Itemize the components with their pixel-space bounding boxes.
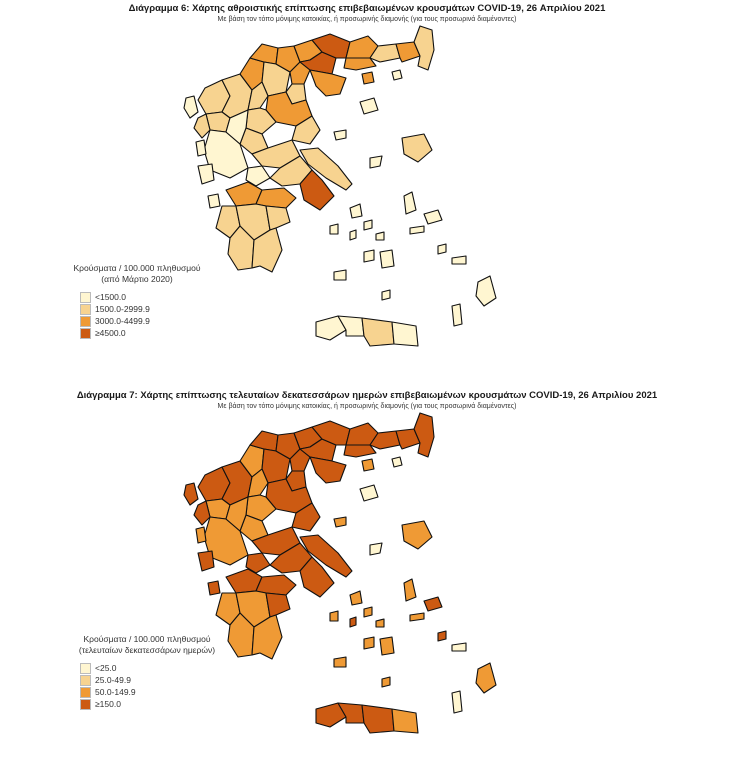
map2-legend-label: <25.0: [95, 663, 117, 673]
map2-legend-swatch: [80, 675, 91, 686]
region-karpathos: [452, 304, 462, 326]
map2-legend-label: ≥150.0: [95, 699, 121, 709]
region-ikaria: [410, 613, 424, 621]
region-argolida: [266, 593, 290, 617]
region-paros: [364, 250, 374, 262]
region-ikaria: [410, 226, 424, 234]
region-kea: [330, 224, 338, 234]
map1-legend-item: [80, 303, 222, 315]
map1-legend-swatch: [80, 292, 91, 303]
map1-legend-item: [80, 315, 222, 327]
map1-subtitle: Με βάση τον τόπο μόνιμης κατοικίας, ή προσωρινής διαμονής (για τους προσωρινά διαμένοντες): [217, 16, 517, 23]
region-chios: [404, 192, 416, 214]
region-zakynthos: [208, 194, 220, 208]
region-naxos: [380, 250, 394, 268]
map2-legend: [52, 634, 242, 710]
region-thasos: [362, 72, 374, 84]
region-syros: [350, 230, 356, 240]
region-milos: [334, 657, 346, 667]
region-samos: [424, 597, 442, 611]
region-karpathos: [452, 691, 462, 713]
region-milos: [334, 270, 346, 280]
region-evros: [414, 413, 434, 457]
map2-legend-label: 25.0-49.9: [95, 675, 131, 685]
map1-legend-item: [80, 327, 222, 339]
region-sporades: [334, 130, 346, 140]
region-kalymnos: [438, 631, 446, 641]
map2-subtitle: Με βάση τον τόπο μόνιμης κατοικίας, ή προσωρινής διαμονής (για τους προσωρινά διαμένοντες): [217, 403, 517, 410]
map2-legend-swatch: [80, 699, 91, 710]
region-rodos: [476, 276, 496, 306]
map1-legend-subtitle: (από Μάρτιο 2020): [101, 274, 173, 284]
region-lasithi: [392, 322, 418, 346]
region-kea: [330, 611, 338, 621]
region-rodos: [476, 663, 496, 693]
region-sporades: [334, 517, 346, 527]
region-naxos: [380, 637, 394, 655]
region-syros: [350, 617, 356, 627]
map2-legend-item: [80, 674, 242, 686]
region-kefallinia: [198, 164, 214, 184]
region-kos: [452, 256, 466, 264]
region-andros: [350, 591, 362, 605]
region-tinos: [364, 607, 372, 617]
region-kos: [452, 643, 466, 651]
map2-legend-label: 50.0-149.9: [95, 687, 136, 697]
region-mykonos: [376, 619, 384, 627]
map1-legend-swatch: [80, 304, 91, 315]
region-kavala: [344, 58, 376, 70]
map1-legend-label: <1500.0: [95, 292, 126, 302]
region-lefkada: [196, 527, 206, 543]
region-chalkidiki: [310, 70, 346, 96]
region-santorini: [382, 677, 390, 687]
region-irakleio: [362, 318, 394, 346]
map2-legend-subtitle: (τελευταίων δεκατεσσάρων ημερών): [78, 645, 216, 655]
region-samothraki: [392, 70, 402, 80]
region-lesvos: [402, 134, 432, 162]
region-chalkidiki: [310, 457, 346, 483]
map2-legend-item: [80, 698, 242, 710]
map2-title: Διάγραμμα 7: Χάρτης επίπτωσης τελευταίων δεκατεσσάρων ημερών επιβεβαιωμένων κρουσμάτων COVID-19, 26 Απριλίου 2021: [76, 390, 658, 401]
region-kalymnos: [438, 244, 446, 254]
region-limnos: [360, 98, 378, 114]
map2-legend-item: [80, 662, 242, 674]
region-skyros: [370, 543, 382, 555]
map1-legend-label: 3000.0-4499.9: [95, 316, 150, 326]
region-chios: [404, 579, 416, 601]
region-kavala: [344, 445, 376, 457]
region-thasos: [362, 459, 374, 471]
map1-legend-label: 1500.0-2999.9: [95, 304, 150, 314]
map1-legend-item: [80, 291, 222, 303]
region-zakynthos: [208, 581, 220, 595]
region-skyros: [370, 156, 382, 168]
region-santorini: [382, 290, 390, 300]
map1-title: Διάγραμμα 6: Χάρτης αθροιστικής επίπτωσης επιβεβαιωμένων κρουσμάτων COVID-19, 26 Απριλίου 2021: [128, 3, 606, 14]
region-kefallinia: [198, 551, 214, 571]
map1-legend: [52, 263, 222, 339]
region-tinos: [364, 220, 372, 230]
region-samothraki: [392, 457, 402, 467]
region-kerkyra: [184, 96, 198, 118]
map2-legend-swatch: [80, 663, 91, 674]
region-lefkada: [196, 140, 206, 156]
map2-legend-title: Κρούσματα / 100.000 πληθυσμού: [83, 634, 211, 644]
region-paros: [364, 637, 374, 649]
map2-legend-swatch: [80, 687, 91, 698]
region-lesvos: [402, 521, 432, 549]
region-irakleio: [362, 705, 394, 733]
map1-legend-swatch: [80, 328, 91, 339]
region-limnos: [360, 485, 378, 501]
region-kerkyra: [184, 483, 198, 505]
map2-legend-item: [80, 686, 242, 698]
region-samos: [424, 210, 442, 224]
region-evros: [414, 26, 434, 70]
region-mykonos: [376, 232, 384, 240]
region-andros: [350, 204, 362, 218]
map1-legend-label: ≥4500.0: [95, 328, 126, 338]
region-argolida: [266, 206, 290, 230]
region-lasithi: [392, 709, 418, 733]
map1-legend-swatch: [80, 316, 91, 327]
map1-legend-title: Κρούσματα / 100.000 πληθυσμού: [73, 263, 201, 273]
